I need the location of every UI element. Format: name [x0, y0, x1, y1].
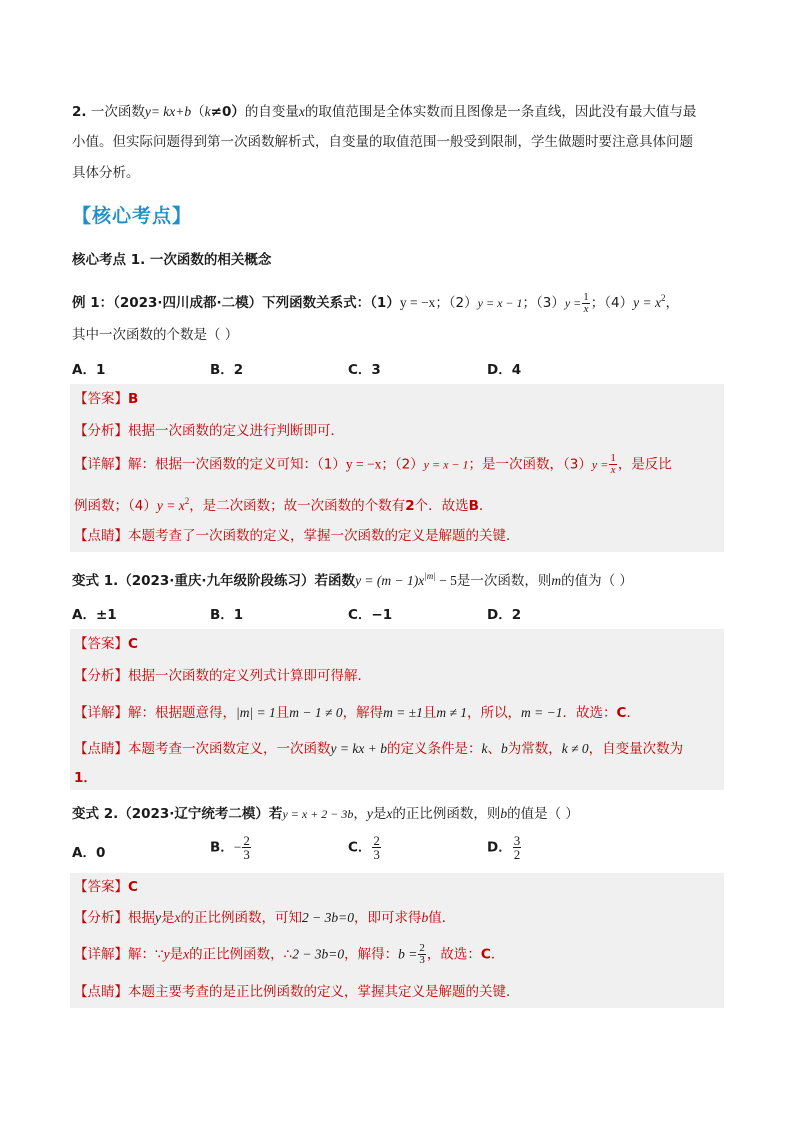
question-text: 是一次函数，则: [456, 573, 552, 589]
variant-1-option-c[interactable]: C．−1: [348, 607, 393, 623]
formula: m − 1 ≠ 0: [289, 705, 343, 720]
comment-tag: 【点睛】: [74, 528, 128, 544]
fraction-denominator: 2: [513, 847, 521, 862]
fraction-numerator: 2: [419, 942, 425, 954]
comment-text: 本题考查了一次函数的定义，掌握一次函数的定义是解题的关键．: [128, 528, 520, 544]
comment-row: [74, 981, 520, 1003]
question-text: ，: [353, 806, 367, 822]
detail-number: 2: [405, 498, 415, 514]
intro-text: 一次函数: [90, 104, 145, 120]
fraction-numerator: 3: [513, 833, 521, 848]
answer-row: [74, 633, 138, 655]
formula: k ≠ 0: [561, 741, 589, 756]
variable: y: [155, 910, 161, 925]
separator: ，: [665, 295, 679, 311]
variable: k: [481, 741, 488, 756]
variant-2-solution-box: [70, 873, 724, 1008]
section-heading: 【核心考点】: [72, 205, 193, 227]
fraction-numerator: 1: [583, 290, 589, 303]
variant-1-option-a[interactable]: A．±1: [72, 607, 117, 623]
keypoint-title: 核心考点 1. 一次函数的相关概念: [72, 252, 272, 268]
comment-row: [74, 525, 520, 547]
comment-row-2: 1．: [74, 770, 97, 786]
comment-tag: 【点睛】: [74, 984, 128, 1000]
example-1-option-c[interactable]: C．3: [348, 362, 381, 378]
variable: b: [500, 741, 508, 756]
fraction: [513, 834, 522, 861]
example-1-lead: 例 1：（2023·四川成都·二模）下列函数关系式：（1）: [72, 295, 400, 311]
detail-text: 是: [169, 946, 184, 963]
fraction: [372, 834, 381, 861]
detail-answer: C: [616, 705, 627, 721]
formula: y = x − 1: [423, 457, 469, 472]
analysis-text: 根据一次函数的定义列式计算即可得解．: [128, 668, 371, 684]
answer-row: [74, 388, 138, 410]
answer-value: C: [128, 879, 138, 895]
exponent: |m|: [424, 571, 436, 581]
formula: m = ±1: [383, 705, 423, 720]
fraction-denominator: 3: [419, 954, 425, 966]
formula: y = kx + b: [330, 741, 387, 756]
formula: b =: [398, 946, 418, 962]
answer-tag: 【答案】: [74, 636, 128, 652]
formula: m ≠ 1: [436, 705, 468, 720]
comment-text: 的定义条件是：: [386, 741, 482, 757]
variable: b: [421, 910, 429, 925]
analysis-tag: 【分析】: [74, 668, 128, 684]
intro-line-2: 小值。但实际问题得到第一次函数解析式，自变量的取值范围一般受到限制，学生做题时要注意具体问题: [72, 134, 693, 150]
minus-sign: −: [233, 839, 242, 855]
analysis-text: 是: [161, 910, 175, 926]
detail-text: ，故选：: [426, 946, 481, 963]
detail-row-1: [74, 453, 672, 476]
formula: y = (m − 1)x: [355, 573, 425, 588]
detail-text: ；（2）: [381, 456, 424, 473]
detail-answer: C: [480, 946, 491, 963]
comment-text: 为常数，: [507, 741, 562, 757]
detail-text: 个．故选: [414, 498, 469, 514]
variable: b: [500, 806, 508, 821]
formula: y = x + 2 − 3b: [282, 807, 354, 821]
formula: 2 − 3b=0: [302, 910, 354, 925]
option-label: B．: [210, 839, 234, 856]
variant-2-option-b[interactable]: [210, 834, 252, 861]
intro-text: 的取值范围是全体实数而且图像是一条直线，因此没有最大值与最: [304, 104, 697, 120]
separator: ；（4）: [590, 295, 634, 311]
formula: y = −x: [399, 295, 436, 310]
detail-text: ．: [490, 946, 505, 963]
example-1-option-a[interactable]: A．1: [72, 362, 106, 378]
variant-1-option-b[interactable]: B．1: [210, 607, 244, 623]
fraction: [609, 453, 617, 476]
detail-text: ．故选：: [562, 705, 617, 721]
answer-value: B: [128, 391, 139, 407]
detail-text: ，是反比: [617, 456, 672, 473]
variable: y: [163, 946, 170, 962]
intro-equation: y= kx+b: [144, 104, 192, 119]
detail-tag: 【详解】: [74, 456, 128, 473]
separator: ；（3）: [522, 295, 565, 311]
variant-2-option-d[interactable]: [487, 834, 522, 861]
fraction: [242, 834, 251, 861]
detail-row-2: [74, 490, 492, 517]
formula: 2 − 3b=0: [292, 946, 345, 962]
detail-text: 的正比例函数，∴: [189, 946, 293, 963]
intro-condition: ≠0）: [210, 104, 245, 120]
formula: |m| = 1: [236, 705, 276, 720]
question-text: 的值为（ ）: [561, 573, 633, 589]
variant-1-lead: 变式 1.（2023·重庆·九年级阶段练习）若函数: [72, 573, 356, 589]
comment-text: 本题主要考查的是正比例函数的定义，掌握其定义是解题的关键．: [128, 984, 520, 1000]
formula: − 5: [435, 573, 457, 588]
variant-2-option-c[interactable]: [348, 834, 382, 861]
analysis-row: [74, 420, 344, 442]
variant-2-question: [72, 803, 722, 825]
analysis-tag: 【分析】: [74, 423, 128, 439]
example-1-question-line-2: 其中一次函数的个数是（ ）: [72, 327, 239, 343]
question-text: 的正比例函数，则: [392, 806, 501, 822]
detail-tag: 【详解】: [74, 946, 128, 963]
option-label: C．: [348, 839, 372, 856]
analysis-text: ，即可求得: [353, 910, 422, 926]
detail-text: 且: [422, 705, 437, 721]
analysis-text: 值．: [428, 910, 456, 926]
detail-text: 解：根据一次函数的定义可知：（1）: [128, 456, 346, 473]
variant-1-option-d[interactable]: D．2: [487, 607, 522, 623]
example-1-solution-box: [70, 384, 724, 552]
variable: x: [183, 946, 190, 962]
intro-text: 的自变量: [244, 104, 299, 120]
formula: y = x − 1: [477, 296, 523, 310]
analysis-text: 的正比例函数，可知: [180, 910, 302, 926]
question-text: 的值是（ ）: [507, 806, 579, 822]
detail-answer: B: [468, 498, 479, 514]
comment-text: 、: [487, 741, 501, 757]
fraction: [582, 292, 590, 315]
option-label: D．: [487, 839, 512, 856]
detail-tag: 【详解】: [74, 705, 128, 721]
detail-text: ，所以，: [467, 705, 522, 721]
answer-row: [74, 876, 138, 898]
comment-row-1: [74, 738, 683, 760]
comment-tag: 【点睛】: [74, 741, 128, 757]
detail-text: 例函数；（4）: [74, 498, 157, 514]
answer-tag: 【答案】: [74, 391, 128, 407]
detail-text: 解：根据题意得，: [128, 705, 236, 721]
detail-row: [74, 702, 640, 724]
answer-tag: 【答案】: [74, 879, 128, 895]
formula: y = −x: [345, 456, 382, 472]
detail-text: ，解得：: [344, 946, 399, 963]
formula: y = x: [633, 295, 661, 310]
analysis-row: [74, 907, 455, 929]
exponent: 2: [660, 293, 666, 303]
intro-text: （: [191, 104, 205, 120]
intro-line-1: [72, 101, 722, 123]
formula: y =: [564, 296, 582, 310]
exponent: 2: [184, 496, 190, 506]
variable: x: [174, 910, 181, 925]
detail-text: ，是二次函数；故一次函数的个数有: [189, 498, 406, 514]
intro-variable: k: [204, 104, 211, 119]
formula: m = −1: [521, 705, 563, 720]
detail-text: 且: [275, 705, 290, 721]
analysis-tag: 【分析】: [74, 910, 128, 926]
intro-variable: x: [298, 104, 305, 119]
analysis-text: 根据: [128, 910, 155, 926]
question-text: 是: [372, 806, 387, 822]
variant-2-lead: 变式 2.（2023·辽宁统考二模）若: [72, 806, 283, 822]
separator: ；（2）: [435, 295, 478, 311]
example-1-option-d[interactable]: D．4: [487, 362, 522, 378]
variant-1-question: [72, 565, 722, 592]
fraction-denominator: 3: [243, 847, 250, 862]
comment-text: 本题考查一次函数定义，一次函数: [128, 741, 331, 757]
fraction-denominator: x: [610, 464, 616, 476]
variant-2-option-a[interactable]: A．0: [72, 845, 106, 861]
variable: m: [551, 573, 562, 588]
detail-text: 解：∵: [128, 946, 164, 963]
intro-line-3: 具体分析。: [72, 165, 140, 181]
example-1-question-line-1: [72, 287, 722, 315]
analysis-text: 根据一次函数的定义进行判断即可．: [128, 423, 344, 439]
formula: y = x: [156, 498, 185, 513]
detail-row: [74, 943, 504, 966]
detail-text: ．: [478, 498, 493, 514]
formula: y =: [591, 457, 609, 472]
detail-text: ；是一次函数，（3）: [468, 456, 592, 473]
variant-1-solution-box: [70, 629, 724, 790]
variable: y: [366, 806, 373, 821]
variable: x: [386, 806, 393, 821]
answer-value: C: [128, 636, 138, 652]
fraction-numerator: 1: [610, 452, 616, 464]
item-number: 2.: [72, 104, 87, 120]
fraction: [418, 943, 426, 966]
detail-text: ，解得: [342, 705, 384, 721]
fraction-denominator: x: [583, 302, 589, 315]
comment-text: ，自变量次数为: [588, 741, 684, 757]
fraction-numerator: 2: [243, 833, 250, 848]
example-1-option-b[interactable]: B．2: [210, 362, 244, 378]
analysis-row: [74, 665, 371, 687]
detail-text: ．: [626, 705, 640, 721]
fraction-numerator: 2: [373, 833, 380, 848]
fraction-denominator: 3: [373, 847, 380, 862]
